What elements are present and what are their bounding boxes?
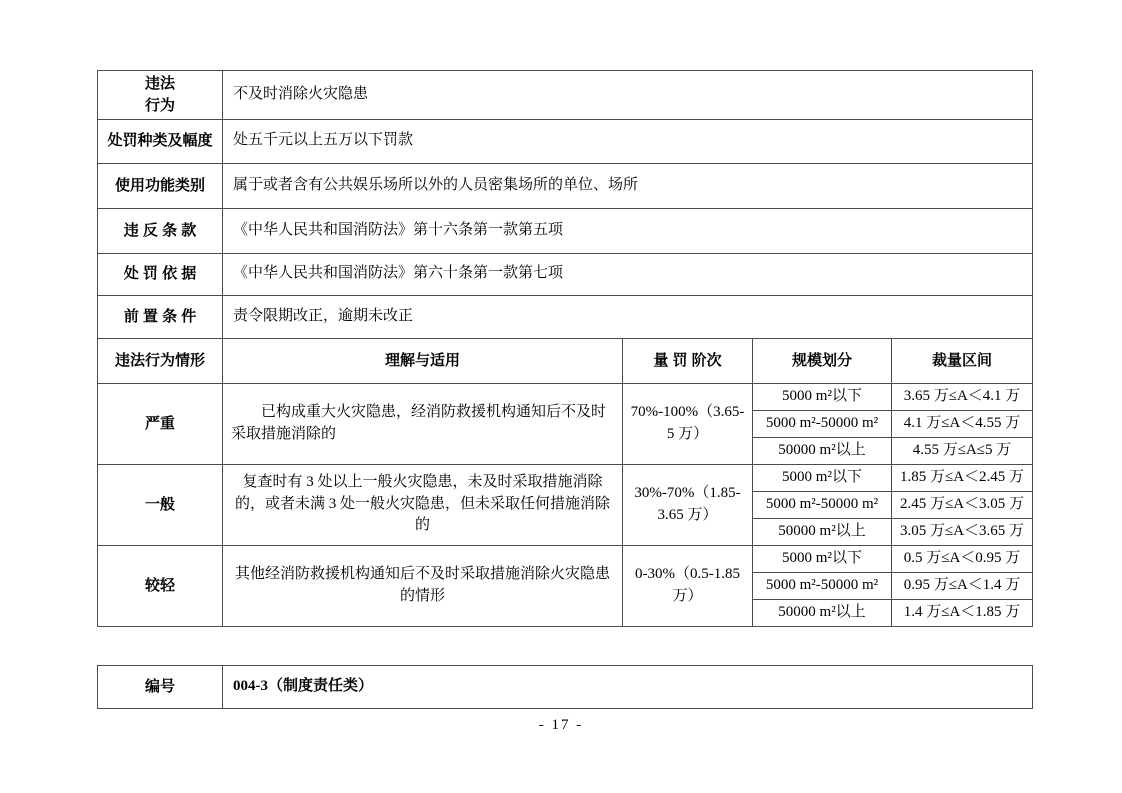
- scale-cell: 5000 m²-50000 m²: [753, 410, 892, 437]
- row-code-number: [98, 666, 1033, 709]
- range-cell: 2.45 万≤A＜3.05 万: [892, 491, 1033, 518]
- severity-severe-understanding: 已构成重大火灾隐患，经消防救援机构通知后不及时采取措施消除的: [223, 383, 623, 464]
- header-scale: 规模划分: [753, 338, 892, 383]
- penalty-basis-label: 处 罚 依 据: [98, 253, 223, 295]
- row-precondition: [98, 295, 1033, 338]
- range-cell: 3.65 万≤A＜4.1 万: [892, 383, 1033, 410]
- row-penalty-basis: [98, 253, 1033, 295]
- penalty-basis-value: 《中华人民共和国消防法》第六十条第一款第七项: [223, 253, 1033, 295]
- scale-cell: 5000 m²以下: [753, 545, 892, 572]
- severity-severe-stage: 70%-100%（3.65-5 万）: [623, 383, 753, 464]
- row-penalty-type: [98, 119, 1033, 163]
- severity-general-stage: 30%-70%（1.85-3.65 万）: [623, 464, 753, 545]
- row-usage-category: [98, 163, 1033, 208]
- penalty-type-label: 处罚种类及幅度: [98, 119, 223, 163]
- header-understanding: 理解与适用: [223, 338, 623, 383]
- page-number: - 17 -: [538, 717, 584, 733]
- range-cell: 0.95 万≤A＜1.4 万: [892, 572, 1033, 599]
- severity-general-subrow-1: [98, 464, 1033, 491]
- usage-category-value: 属于或者含有公共娱乐场所以外的人员密集场所的单位、场所: [223, 163, 1033, 208]
- scale-cell: 5000 m²-50000 m²: [753, 491, 892, 518]
- violated-clause-label: 违 反 条 款: [98, 208, 223, 253]
- row-violation-behavior: [98, 71, 1033, 120]
- scale-cell: 5000 m²以下: [753, 383, 892, 410]
- range-cell: 4.55 万≤A≤5 万: [892, 437, 1033, 464]
- severity-minor-stage: 0-30%（0.5-1.85 万）: [623, 545, 753, 626]
- range-cell: 1.85 万≤A＜2.45 万: [892, 464, 1033, 491]
- range-cell: 1.4 万≤A＜1.85 万: [892, 599, 1033, 626]
- range-cell: 0.5 万≤A＜0.95 万: [892, 545, 1033, 572]
- scale-cell: 50000 m²以上: [753, 437, 892, 464]
- range-cell: 4.1 万≤A＜4.55 万: [892, 410, 1033, 437]
- code-number-value: 004-3（制度责任类）: [223, 666, 1033, 709]
- penalty-type-value: 处五千元以上五万以下罚款: [223, 119, 1033, 163]
- precondition-label: 前 置 条 件: [98, 295, 223, 338]
- violated-clause-value: 《中华人民共和国消防法》第十六条第一款第五项: [223, 208, 1033, 253]
- label-line-1: 违法: [144, 75, 175, 92]
- header-situation: 违法行为情形: [98, 338, 223, 383]
- severity-minor-subrow-1: [98, 545, 1033, 572]
- violation-behavior-label: [98, 71, 223, 120]
- usage-category-label: 使用功能类别: [98, 163, 223, 208]
- scale-cell: 5000 m²-50000 m²: [753, 572, 892, 599]
- header-stage: 量 罚 阶次: [623, 338, 753, 383]
- label-line-2: 行为: [144, 96, 175, 114]
- code-number-label: 编号: [98, 666, 223, 709]
- code-number-table: [97, 665, 1033, 709]
- violation-behavior-value: 不及时消除火灾隐患: [223, 71, 1033, 120]
- scale-cell: 5000 m²以下: [753, 464, 892, 491]
- precondition-value: 责令限期改正，逾期未改正: [223, 295, 1033, 338]
- header-range: 裁量区间: [892, 338, 1033, 383]
- severity-general-understanding: 复查时有 3 处以上一般火灾隐患，未及时采取措施消除的，或者未满 3 处一般火灾隐患，但未采取任何措施消除的: [223, 464, 623, 545]
- severity-minor-label: 较轻: [98, 545, 223, 626]
- severity-minor-understanding: 其他经消防救援机构通知后不及时采取措施消除火灾隐患的情形: [223, 545, 623, 626]
- severity-severe-subrow-1: [98, 383, 1033, 410]
- row-violated-clause: [98, 208, 1033, 253]
- severity-severe-label: 严重: [98, 383, 223, 464]
- violation-penalty-table: [97, 70, 1033, 627]
- severity-general-label: 一般: [98, 464, 223, 545]
- range-cell: 3.05 万≤A＜3.65 万: [892, 518, 1033, 545]
- scale-cell: 50000 m²以上: [753, 599, 892, 626]
- row-severity-header: [98, 338, 1033, 383]
- scale-cell: 50000 m²以上: [753, 518, 892, 545]
